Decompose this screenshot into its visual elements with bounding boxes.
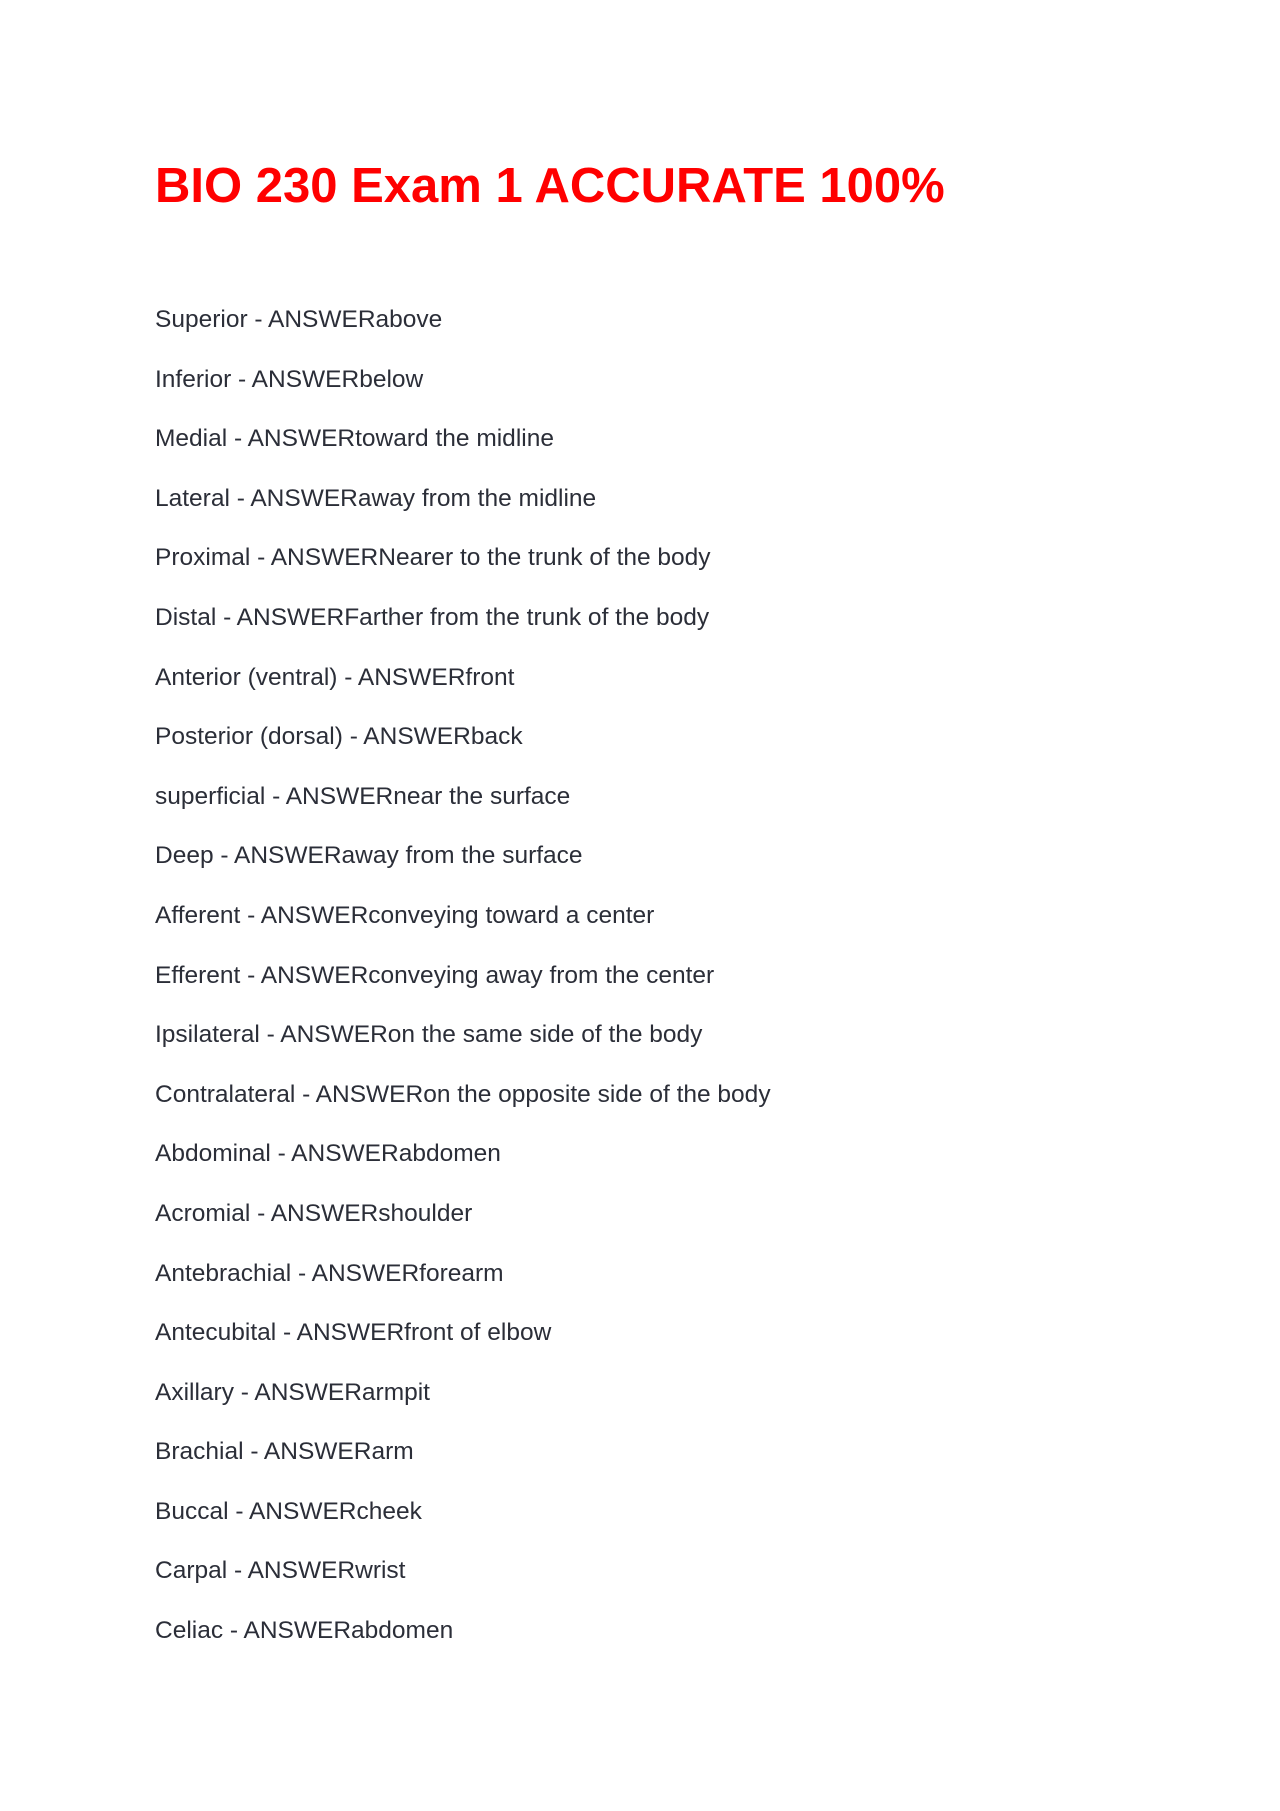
term-entry: Superior - ANSWERabove <box>155 306 443 333</box>
term-entry: Brachial - ANSWERarm <box>155 1438 414 1466</box>
term-entry: Antecubital - ANSWERfront of elbow <box>155 1319 552 1347</box>
term-entry: Inferior - ANSWERbelow <box>155 365 424 393</box>
term-entry: Deep - ANSWERaway from the surface <box>155 842 583 870</box>
term-entry: Buccal - ANSWERcheek <box>155 1497 422 1525</box>
term-entry: Medial - ANSWERtoward the midline <box>155 425 554 453</box>
term-entry: Antebrachial - ANSWERforearm <box>155 1259 504 1287</box>
term-entry: Posterior (dorsal) - ANSWERback <box>155 723 523 751</box>
term-entry: Acromial - ANSWERshoulder <box>155 1199 473 1227</box>
term-entry: superficial - ANSWERnear the surface <box>155 782 571 810</box>
term-entry: Contralateral - ANSWERon the opposite side of the body <box>155 1080 771 1108</box>
term-list <box>155 300 771 1671</box>
term-entry: Proximal - ANSWERNearer to the trunk of the body <box>155 544 711 572</box>
document-title: BIO 230 Exam 1 ACCURATE 100% <box>155 159 945 213</box>
term-entry: Afferent - ANSWERconveying toward a center <box>155 901 655 929</box>
term-entry: Lateral - ANSWERaway from the midline <box>155 484 597 512</box>
term-entry: Celiac - ANSWERabdomen <box>155 1617 454 1645</box>
term-entry: Abdominal - ANSWERabdomen <box>155 1140 501 1168</box>
term-entry: Ipsilateral - ANSWERon the same side of the body <box>155 1021 703 1049</box>
term-entry: Axillary - ANSWERarmpit <box>155 1378 430 1406</box>
term-entry: Anterior (ventral) - ANSWERfront <box>155 663 515 691</box>
term-entry: Carpal - ANSWERwrist <box>155 1557 406 1585</box>
term-entry: Distal - ANSWERFarther from the trunk of the body <box>155 603 710 631</box>
term-entry: Efferent - ANSWERconveying away from the center <box>155 961 715 989</box>
